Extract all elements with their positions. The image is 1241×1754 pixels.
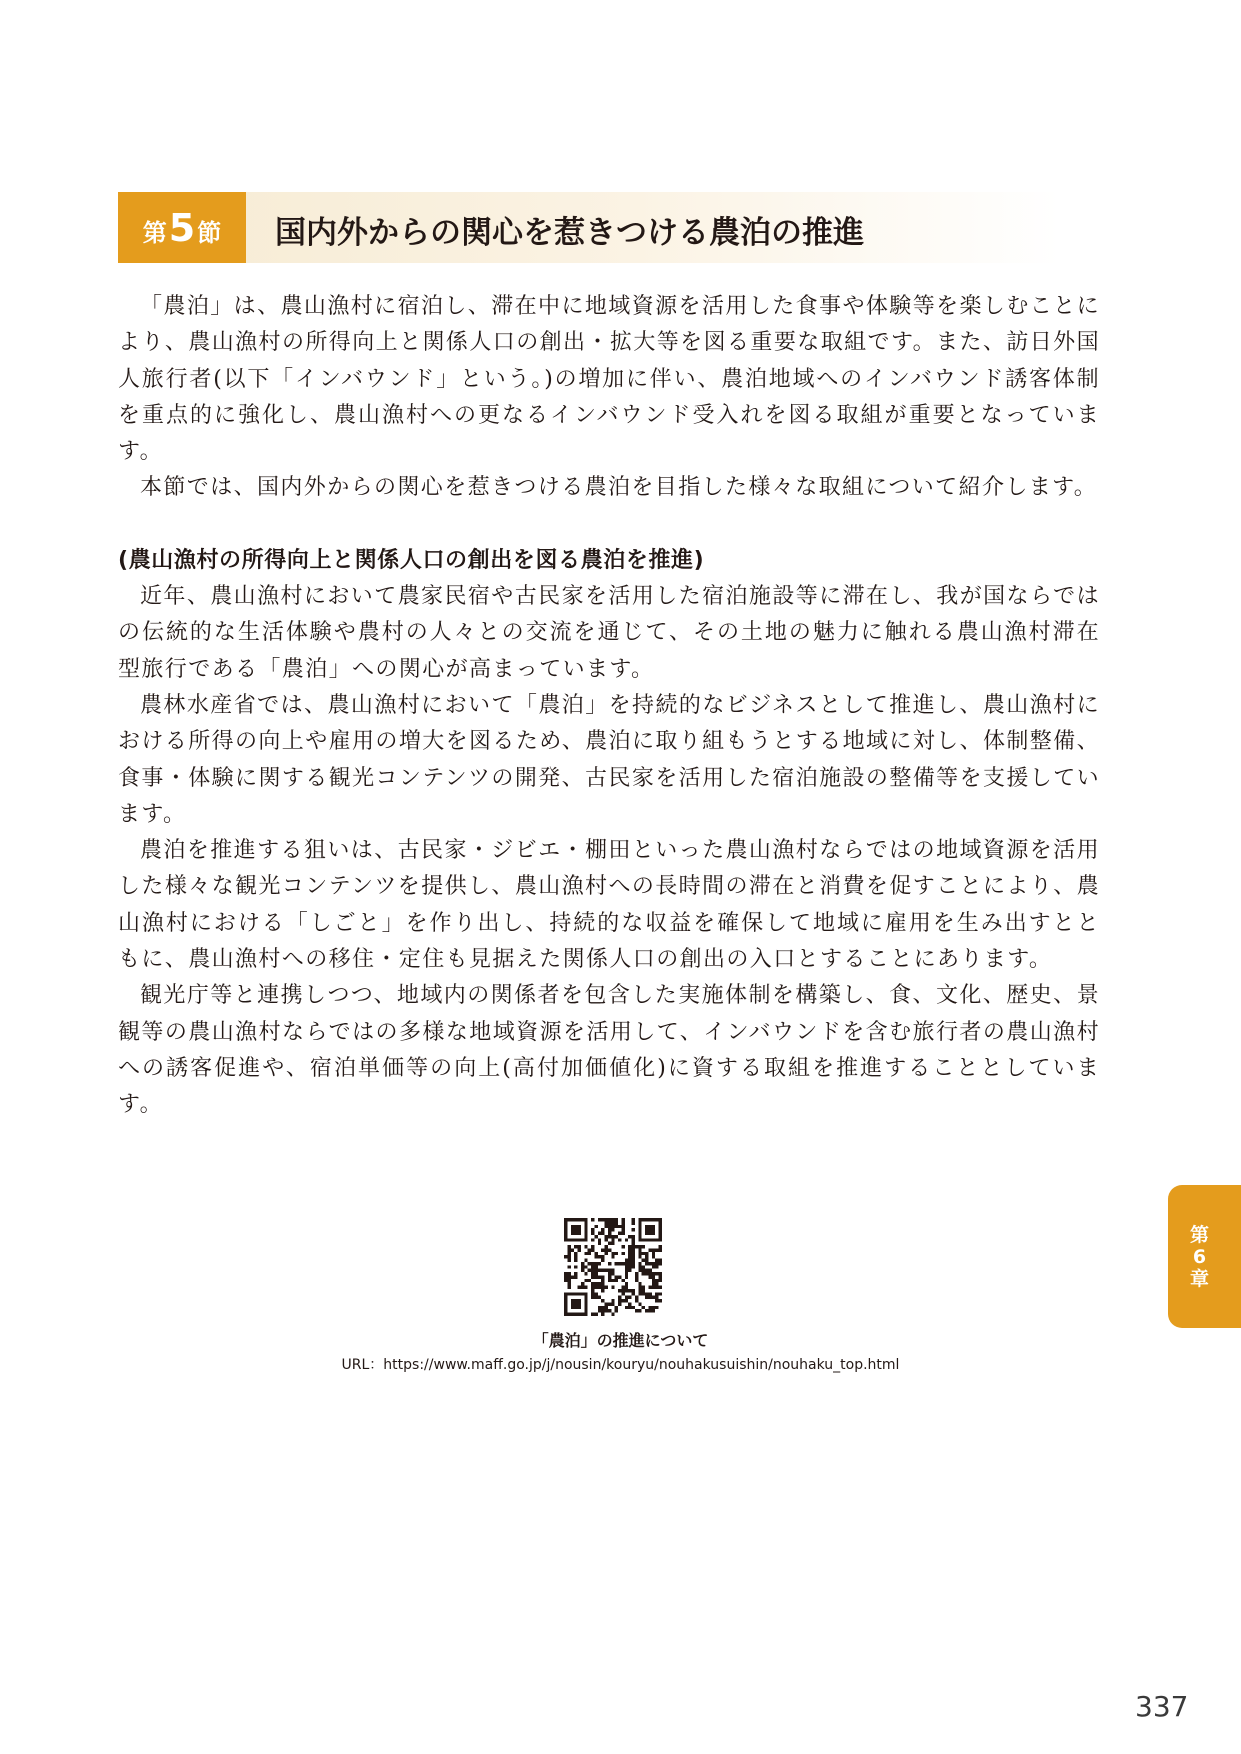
chapter-tab-line-1: 第 xyxy=(1189,1223,1209,1246)
qr-code[interactable] xyxy=(564,1218,662,1316)
intro-paragraph-2: 本節では、国内外からの関心を惹きつける農泊を目指した様々な取組について紹介します。 xyxy=(140,475,1098,501)
subsection-paragraph-3: 農泊を推進する狙いは、古民家・ジビエ・棚田といった農山漁村ならではの地域資源を活用した様々な観光コンテンツを提供し、農山漁村への長時間の滞在と消費を促すことにより、農山漁村における「しごと」を作り出し、持続的な収益を確保して地域に雇用を生み出すとともに、農山漁村への移住・定住も見据えた関係人口の創出の入口とすることにあります。 xyxy=(118,838,1100,973)
qr-caption: 「農泊」の推進について xyxy=(532,1331,709,1350)
subsection-paragraph-1: 近年、農山漁村において農家民宿や古民家を活用した宿泊施設等に滞在し、我が国ならではの伝統的な生活体験や農村の人々との交流を通じて、その土地の魅力に触れる農山漁村滞在型旅行である「農泊」への関心が高まっています。 xyxy=(118,584,1100,682)
body-text xyxy=(118,289,1100,1124)
section-number-badge xyxy=(118,192,246,263)
chapter-tab xyxy=(1168,1185,1241,1328)
paragraph-gap xyxy=(118,507,1100,543)
section-tag-suffix: 節 xyxy=(197,219,222,247)
intro-paragraph-1: 「農泊」は、農山漁村に宿泊し、滞在中に地域資源を活用した食事や体験等を楽しむことにより、農山漁村の所得向上と関係人口の創出・拡大等を図る重要な取組です。また、訪日外国人旅行者(以下「インバウンド」という。)の増加に伴い、農泊地域へのインバウンド誘客体制を重点的に強化し、農山漁村への更なるインバウンド受入れを図る取組が重要となっています。 xyxy=(118,294,1100,465)
page-number: 337 xyxy=(1135,1690,1189,1723)
subsection-heading: (農山漁村の所得向上と関係人口の創出を図る農泊を推進) xyxy=(118,547,705,573)
qr-url[interactable]: URL：https://www.maff.go.jp/j/nousin/kouryu/nouhakusuishin/nouhaku_top.html xyxy=(341,1357,900,1373)
section-tag-prefix: 第 xyxy=(142,219,167,247)
section-title: 国内外からの関心を惹きつける農泊の推進 xyxy=(275,215,864,251)
chapter-tab-line-3: 章 xyxy=(1189,1267,1209,1290)
subsection-paragraph-4: 観光庁等と連携しつつ、地域内の関係者を包含した実施体制を構築し、食、文化、歴史、景観等の農山漁村ならではの多様な地域資源を活用して、インバウンドを含む旅行者の農山漁村への誘客促進や、宿泊単価等の向上(高付加価値化)に資する取組を推進することとしています。 xyxy=(118,983,1100,1118)
section-tag-number: 5 xyxy=(168,206,196,250)
subsection-paragraph-2: 農林水産省では、農山漁村において「農泊」を持続的なビジネスとして推進し、農山漁村における所得の向上や雇用の増大を図るため、農泊に取り組もうとする地域に対し、体制整備、食事・体験に関する観光コンテンツの開発、古民家を活用した宿泊施設の整備等を支援しています。 xyxy=(118,692,1100,827)
chapter-tab-line-2: 6 xyxy=(1192,1245,1207,1268)
section-header xyxy=(118,192,1060,263)
